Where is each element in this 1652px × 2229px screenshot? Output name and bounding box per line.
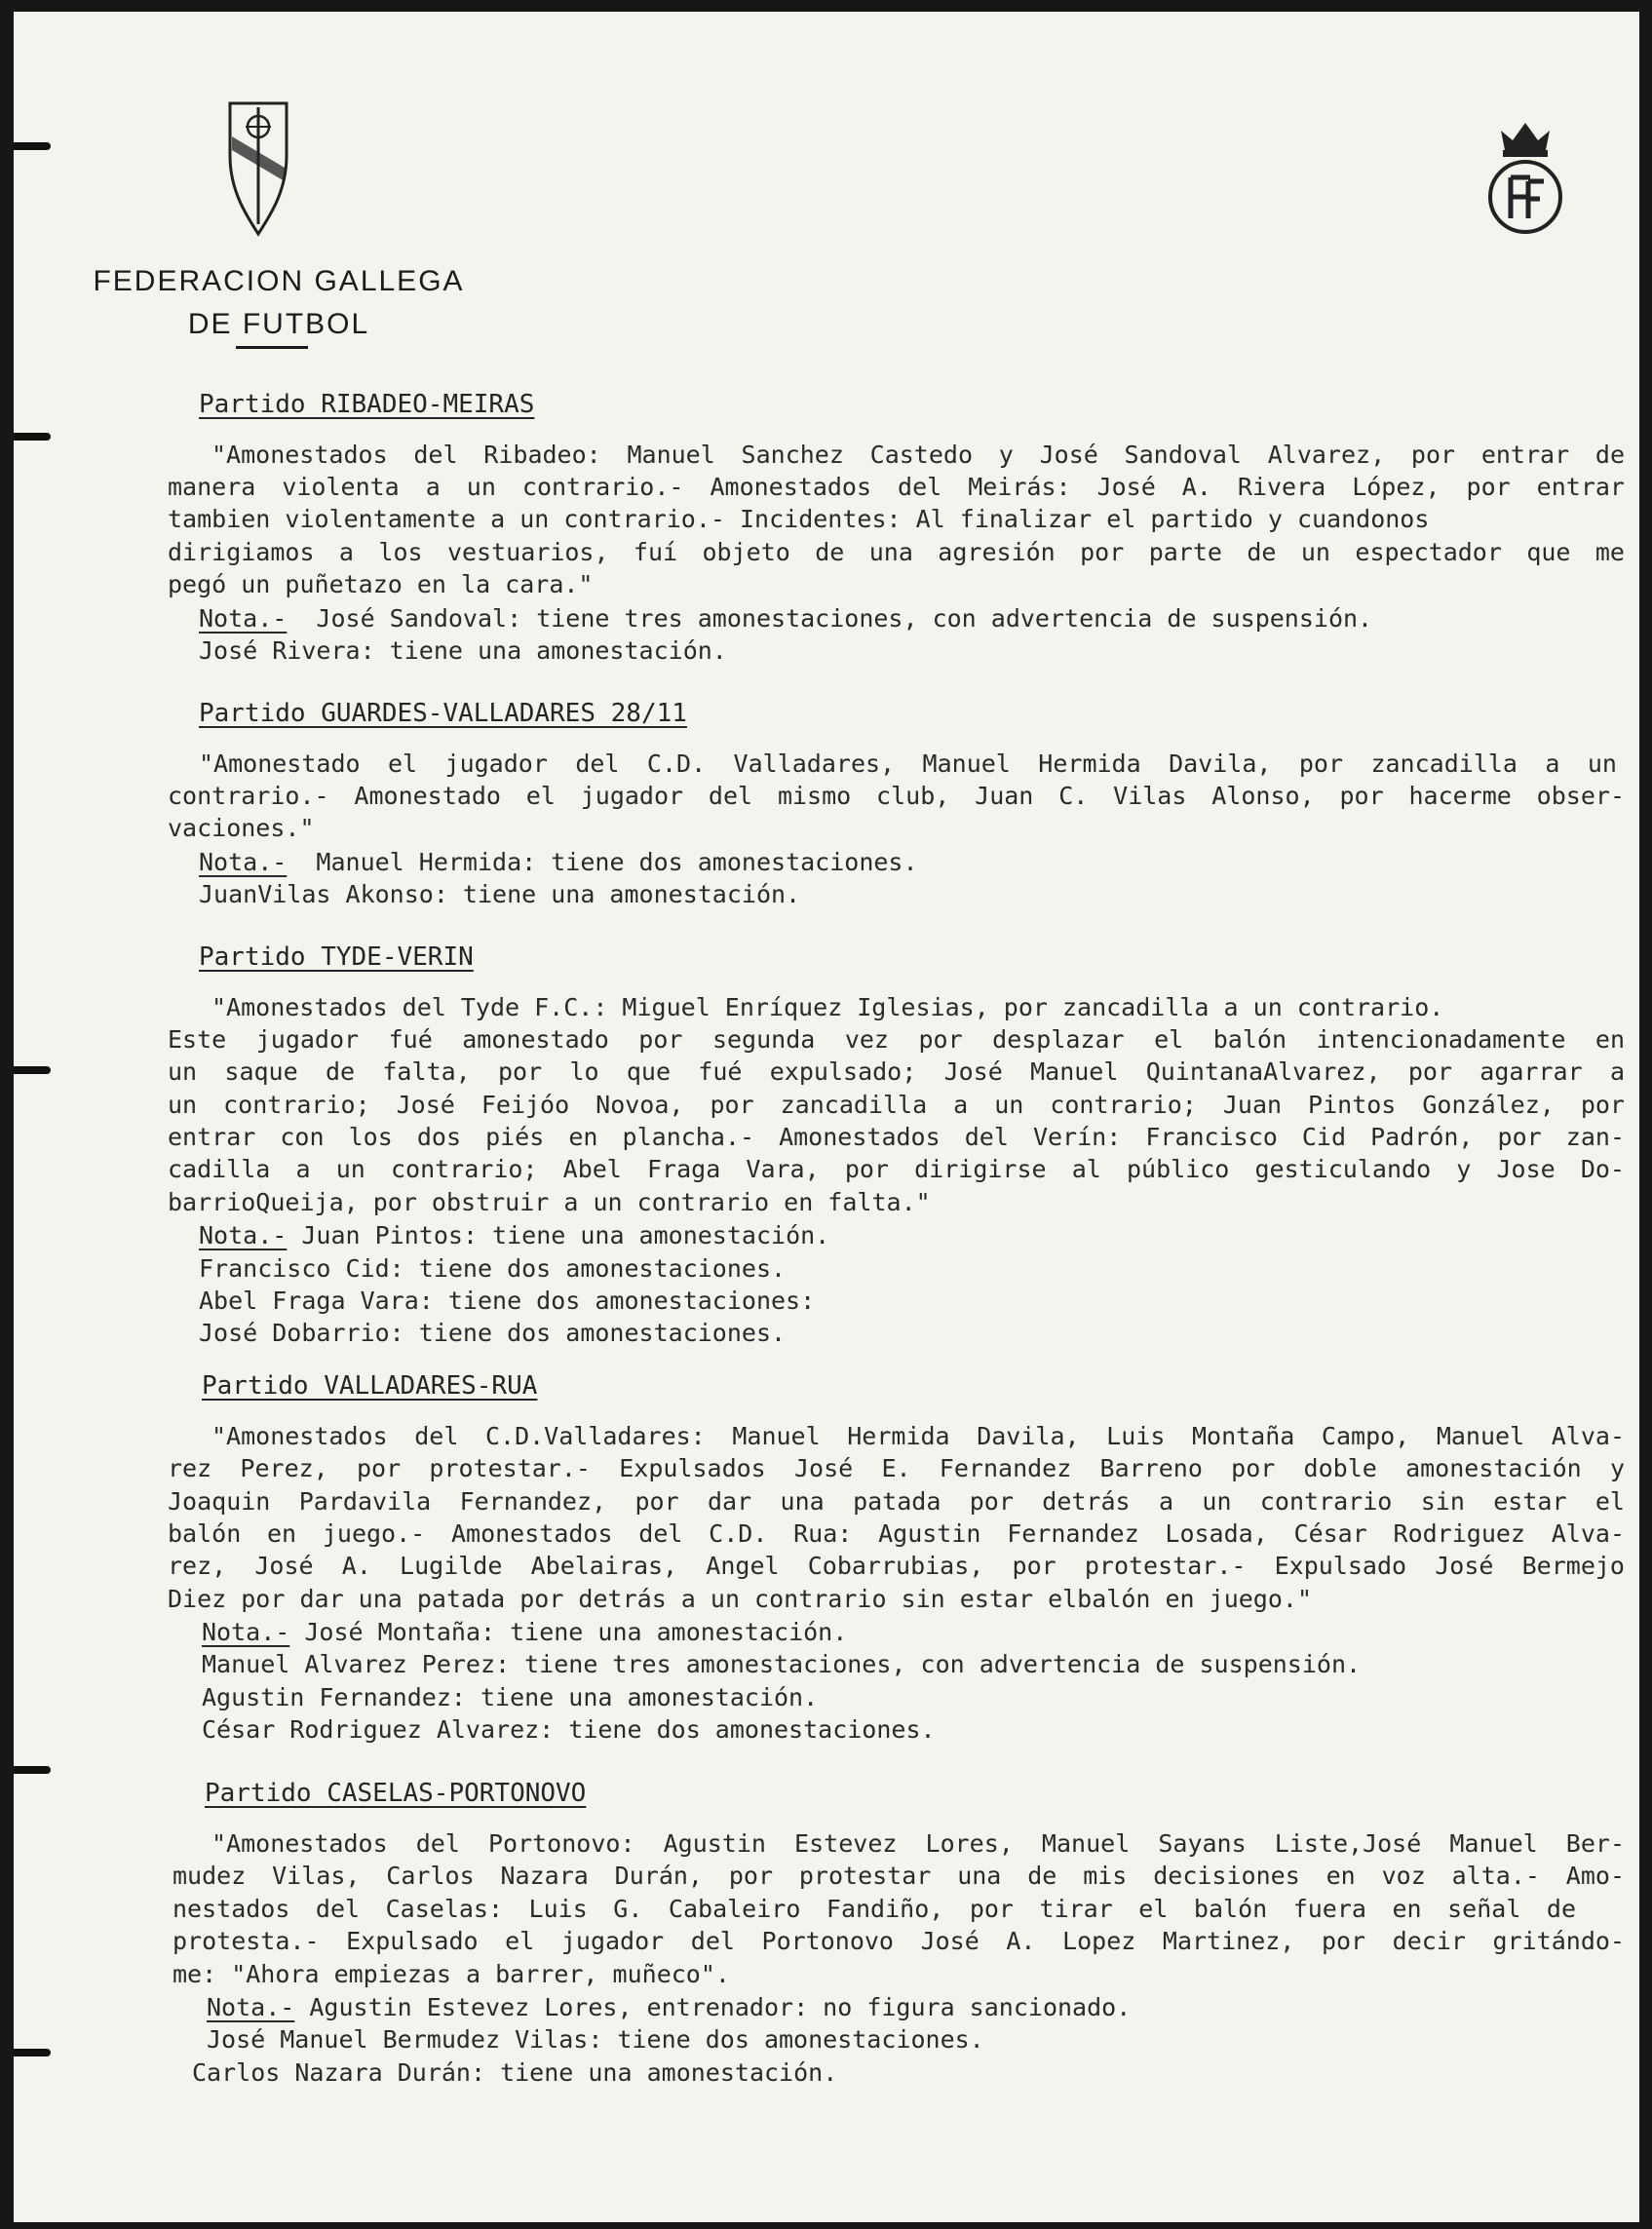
nota-line: Carlos Nazara Durán: tiene una amonestación. bbox=[192, 2058, 838, 2087]
match-title: Partido RIBADEO-MEIRAS bbox=[199, 390, 535, 419]
org-line-1: FEDERACION GALLEGA bbox=[93, 265, 465, 297]
nota-line: Abel Fraga Vara: tiene dos amonestaciones: bbox=[199, 1287, 816, 1315]
report-line: un saque de falta, por lo que fué expulsado; José Manuel QuintanaAlvarez, por agarrar a bbox=[168, 1057, 1625, 1086]
nota-line: José Rivera: tiene una amonestación. bbox=[199, 636, 727, 665]
report-line: cadilla a un contrario; Abel Fraga Vara, por dirigirse al público gesticulando y Jose Do- bbox=[168, 1155, 1625, 1183]
nota-label: Nota.- bbox=[199, 848, 288, 876]
report-line: Joaquin Pardavila Fernandez, por dar una patada por detrás a un contrario sin estar el bbox=[168, 1487, 1625, 1516]
nota-line bbox=[199, 1221, 829, 1249]
nota-label: Nota.- bbox=[199, 1221, 288, 1249]
report-line: pegó un puñetazo en la cara." bbox=[168, 570, 594, 598]
report-line: mudez Vilas, Carlos Nazara Durán, por protestar una de mis decisiones en voz alta.- Amo- bbox=[173, 1862, 1625, 1890]
report-line: manera violenta a un contrario.- Amonestados del Meirás: José A. Rivera López, por entrar bbox=[168, 473, 1625, 501]
report-line: contrario.- Amonestado el jugador del mismo club, Juan C. Vilas Alonso, por hacerme obser- bbox=[168, 782, 1625, 810]
nota-line bbox=[199, 848, 918, 876]
report-line: dirigiamos a los vestuarios, fuí objeto de una agresión por parte de un espectador que me bbox=[168, 538, 1625, 566]
report-line: "Amonestados del C.D.Valladares: Manuel Hermida Davila, Luis Montaña Campo, Manuel Alva- bbox=[211, 1422, 1625, 1450]
report-line: un contrario; José Feijóo Novoa, por zancadilla a un contrario; Juan Pintos González, por bbox=[168, 1091, 1625, 1119]
report-line: Diez por dar una patada por detrás a un contrario sin estar elbalón en juego." bbox=[168, 1585, 1312, 1613]
report-line: Este jugador fué amonestado por segunda vez por desplazar el balón intencionadamente en bbox=[168, 1025, 1625, 1054]
nota-text: Manuel Hermida: tiene dos amonestaciones. bbox=[316, 848, 918, 876]
report-line: barrioQueija, por obstruir a un contrario en falta." bbox=[168, 1188, 931, 1216]
report-line: "Amonestado el jugador del C.D. Valladares, Manuel Hermida Davila, por zancadilla a un bbox=[199, 749, 1617, 778]
nota-text: José Sandoval: tiene tres amonestaciones, con advertencia de suspensión. bbox=[316, 604, 1373, 633]
report-line: nestados del Caselas: Luis G. Cabaleiro Fandiño, por tirar el balón fuera en señal de bbox=[173, 1895, 1576, 1923]
match-title: Partido GUARDES-VALLADARES 28/11 bbox=[199, 699, 687, 728]
document-page bbox=[14, 12, 1639, 2222]
report-body bbox=[14, 12, 1639, 2222]
report-line: "Amonestados del Tyde F.C.: Miguel Enríquez Iglesias, por zancadilla a un contrario. bbox=[211, 993, 1444, 1021]
nota-line bbox=[202, 1618, 847, 1646]
nota-line: José Dobarrio: tiene dos amonestaciones. bbox=[199, 1319, 787, 1347]
nota-text: José Montaña: tiene una amonestación. bbox=[304, 1618, 848, 1646]
nota-line: JuanVilas Akonso: tiene una amonestación. bbox=[199, 880, 801, 908]
nota-label: Nota.- bbox=[202, 1618, 290, 1646]
nota-label: Nota.- bbox=[207, 1993, 295, 2021]
report-line: "Amonestados del Ribadeo: Manuel Sanchez Castedo y José Sandoval Alvarez, por entrar de bbox=[211, 441, 1625, 469]
match-title: Partido VALLADARES-RUA bbox=[202, 1371, 538, 1401]
nota-text: Agustin Estevez Lores, entrenador: no figura sancionado. bbox=[309, 1993, 1132, 2021]
nota-line bbox=[207, 1993, 1131, 2021]
nota-line: Francisco Cid: tiene dos amonestaciones. bbox=[199, 1254, 787, 1283]
report-line: balón en juego.- Amonestados del C.D. Rua: Agustin Fernandez Losada, César Rodriguez Alva- bbox=[168, 1519, 1625, 1548]
report-line: protesta.- Expulsado el jugador del Portonovo José A. Lopez Martinez, por decir gritándo- bbox=[173, 1927, 1625, 1955]
nota-line: César Rodriguez Alvarez: tiene dos amonestaciones. bbox=[202, 1715, 936, 1744]
report-line: vaciones." bbox=[168, 814, 315, 842]
nota-text: Juan Pintos: tiene una amonestación. bbox=[301, 1221, 830, 1249]
report-line: tambien violentamente a un contrario.- Incidentes: Al finalizar el partido y cuandonos bbox=[168, 505, 1430, 533]
nota-line bbox=[199, 604, 1372, 633]
nota-line: Agustin Fernandez: tiene una amonestación. bbox=[202, 1683, 819, 1711]
match-title: Partido CASELAS-PORTONOVO bbox=[205, 1779, 587, 1808]
report-line: me: "Ahora empiezas a barrer, muñeco". bbox=[173, 1960, 730, 1988]
org-line-2: DE FUTBOL bbox=[187, 308, 370, 340]
nota-line: José Manuel Bermudez Vilas: tiene dos amonestaciones. bbox=[207, 2025, 984, 2054]
report-line: entrar con los dos piés en plancha.- Amonestados del Verín: Francisco Cid Padrón, por zan- bbox=[168, 1123, 1625, 1151]
report-line: rez Perez, por protestar.- Expulsados José E. Fernandez Barreno por doble amonestación y bbox=[168, 1454, 1625, 1482]
report-line: "Amonestados del Portonovo: Agustin Estevez Lores, Manuel Sayans Liste,José Manuel Ber- bbox=[211, 1829, 1625, 1858]
match-title: Partido TYDE-VERIN bbox=[199, 942, 474, 972]
report-line: rez, José A. Lugilde Abelairas, Angel Cobarrubias, por protestar.- Expulsado José Bermejo bbox=[168, 1552, 1625, 1580]
nota-line: Manuel Alvarez Perez: tiene tres amonestaciones, con advertencia de suspensión. bbox=[202, 1650, 1362, 1678]
nota-label: Nota.- bbox=[199, 604, 288, 633]
